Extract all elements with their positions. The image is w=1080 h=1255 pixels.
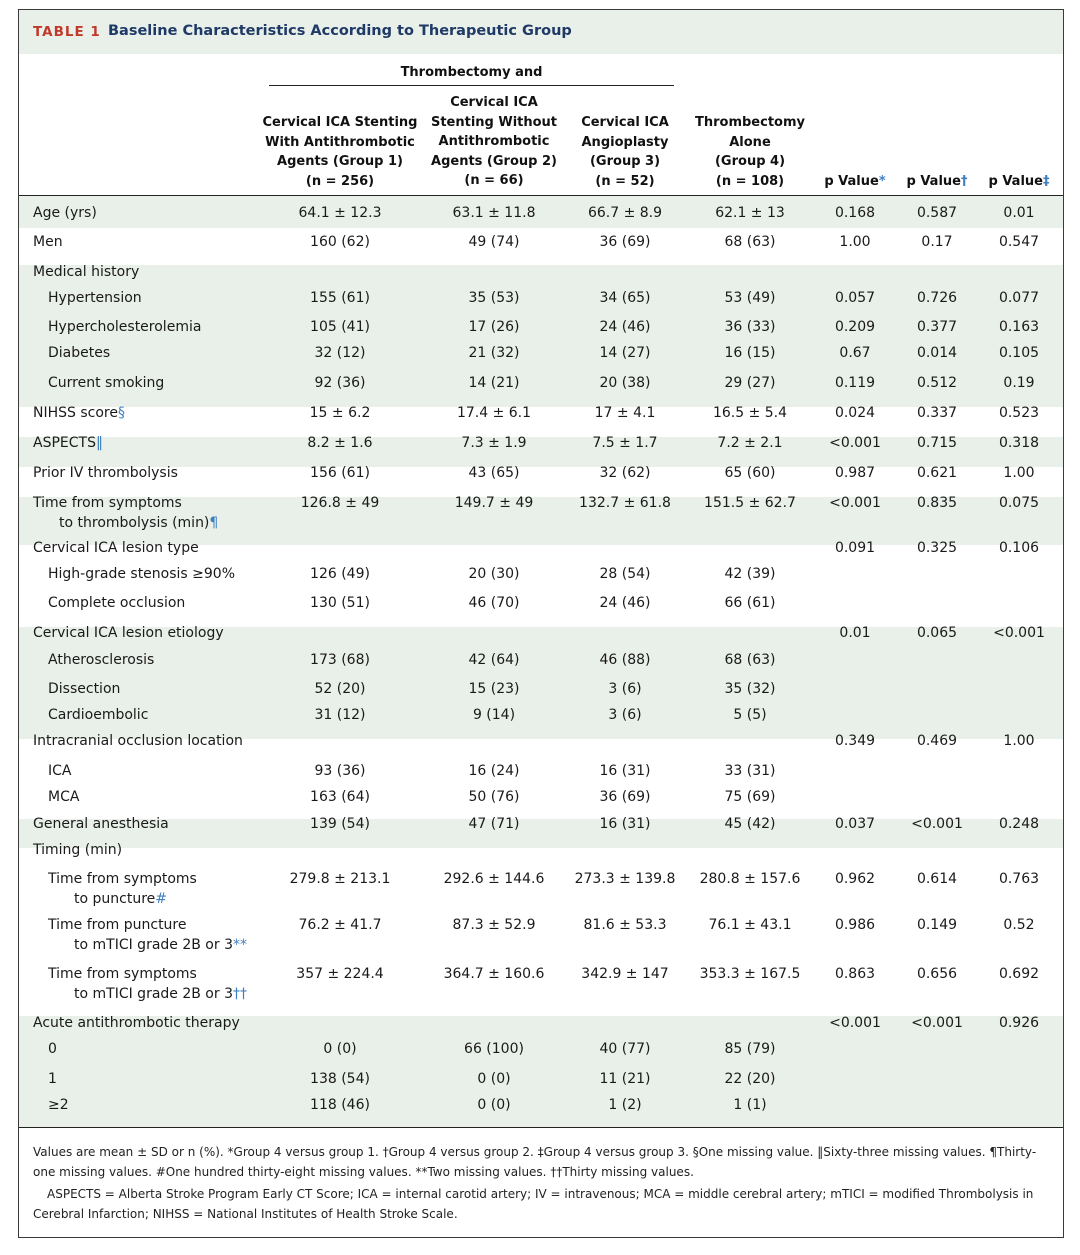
group-3-value: 11 (21) xyxy=(599,1071,651,1087)
p-value-3: 1.00 xyxy=(1003,465,1035,481)
p-value-3: 0.926 xyxy=(998,1015,1040,1031)
group-4-value: 66 (61) xyxy=(724,595,776,611)
group-4-value: 29 (27) xyxy=(724,375,776,391)
group-3-value: 17 ± 4.1 xyxy=(594,405,656,421)
group-1-value: 126.8 ± 49 xyxy=(300,495,380,511)
group-2-value: 14 (21) xyxy=(468,375,520,391)
group-1-value: 105 (41) xyxy=(310,319,370,335)
p-value-1: 0.962 xyxy=(834,871,876,887)
group-3-value: 46 (88) xyxy=(599,652,651,668)
row-label: 1 xyxy=(48,1071,57,1087)
p-value-2: 0.614 xyxy=(916,871,958,887)
group-1-value: 130 (51) xyxy=(310,595,370,611)
group-header: Thrombectomy and xyxy=(400,65,543,80)
row-label: Cervical ICA lesion type xyxy=(33,540,199,556)
row-label: Intracranial occlusion location xyxy=(33,733,243,749)
p-value-1: 0.119 xyxy=(834,375,876,391)
p-value-1: 0.349 xyxy=(834,733,876,749)
group-3-value: 7.5 ± 1.7 xyxy=(592,435,658,451)
footnote-marker: # xyxy=(155,890,167,907)
group-4-value: 42 (39) xyxy=(724,566,776,582)
row-label-continuation: to mTICI grade 2B or 3†† xyxy=(74,985,247,1002)
group-1-value: 8.2 ± 1.6 xyxy=(307,435,373,451)
group-2-value: 20 (30) xyxy=(468,566,520,582)
row-label-continuation: to mTICI grade 2B or 3** xyxy=(74,936,247,953)
group-2-value: 21 (32) xyxy=(468,345,520,361)
group-1-value: 0 (0) xyxy=(323,1041,357,1057)
p-value-3: 0.075 xyxy=(998,495,1040,511)
group-2-value: 63.1 ± 11.8 xyxy=(452,205,536,221)
row-label: NIHSS score§ xyxy=(33,405,125,421)
group-3-value: 36 (69) xyxy=(599,234,651,250)
group-4-value: 280.8 ± 157.6 xyxy=(699,871,801,887)
p-value-1: 0.986 xyxy=(834,917,876,933)
group-2-value: 46 (70) xyxy=(468,595,520,611)
footnote-rule xyxy=(19,1127,1063,1128)
group-4-value: 353.3 ± 167.5 xyxy=(699,966,801,982)
row-label: Prior IV thrombolysis xyxy=(33,465,178,481)
group-3-value: 14 (27) xyxy=(599,345,651,361)
group-1-value: 76.2 ± 41.7 xyxy=(298,917,382,933)
p-value-3: 0.763 xyxy=(998,871,1040,887)
group-header-rule xyxy=(269,85,674,86)
group-2-value: 47 (71) xyxy=(468,816,520,832)
group-3-value: 1 (2) xyxy=(608,1097,642,1113)
group-2-value: 15 (23) xyxy=(468,681,520,697)
group-1-value: 126 (49) xyxy=(310,566,370,582)
p-value-1: 0.024 xyxy=(834,405,876,421)
group-3-value: 20 (38) xyxy=(599,375,651,391)
p-value-1: 0.987 xyxy=(834,465,876,481)
group-2-value: 7.3 ± 1.9 xyxy=(461,435,527,451)
p-value-2: 0.014 xyxy=(916,345,958,361)
column-header-p-value-1: p Value* xyxy=(824,174,886,189)
row-label: Timing (min) xyxy=(33,842,123,858)
group-4-value: 5 (5) xyxy=(733,707,767,723)
group-1-value: 156 (61) xyxy=(310,465,370,481)
p-value-3: 0.077 xyxy=(998,290,1040,306)
group-4-value: 76.1 ± 43.1 xyxy=(708,917,792,933)
p-value-1: 0.863 xyxy=(834,966,876,982)
row-label: Time from puncture to mTICI grade 2B or 3** xyxy=(48,916,247,955)
footnote-marker: ¶ xyxy=(209,514,219,531)
p-value-2: 0.377 xyxy=(916,319,958,335)
p-value-3: 0.692 xyxy=(998,966,1040,982)
group-1-value: 160 (62) xyxy=(310,234,370,250)
group-3-value: 28 (54) xyxy=(599,566,651,582)
group-1-value: 357 ± 224.4 xyxy=(296,966,384,982)
p-value-3: 0.106 xyxy=(998,540,1040,556)
group-1-value: 163 (64) xyxy=(310,789,370,805)
p-value-2: 0.835 xyxy=(916,495,958,511)
row-label: Complete occlusion xyxy=(48,595,186,611)
group-3-value: 81.6 ± 53.3 xyxy=(583,917,667,933)
p-value-1: 0.037 xyxy=(834,816,876,832)
p-value-2: 0.469 xyxy=(916,733,958,749)
group-1-value: 15 ± 6.2 xyxy=(309,405,371,421)
group-1-value: 173 (68) xyxy=(310,652,370,668)
group-3-value: 36 (69) xyxy=(599,789,651,805)
group-4-value: 45 (42) xyxy=(724,816,776,832)
group-1-value: 32 (12) xyxy=(314,345,366,361)
p-value-3: 1.00 xyxy=(1003,733,1035,749)
p-value-2: 0.065 xyxy=(916,625,958,641)
group-1-value: 279.8 ± 213.1 xyxy=(289,871,391,887)
row-label: Diabetes xyxy=(48,345,111,361)
column-header-group-4: Thrombectomy Alone (Group 4) (n = 108) xyxy=(694,115,805,189)
group-3-value: 3 (6) xyxy=(608,681,642,697)
group-4-value: 62.1 ± 13 xyxy=(715,205,785,221)
group-1-value: 31 (12) xyxy=(314,707,366,723)
group-3-value: 24 (46) xyxy=(599,595,651,611)
group-3-value: 3 (6) xyxy=(608,707,642,723)
group-3-value: 16 (31) xyxy=(599,816,651,832)
p-value-2: 0.715 xyxy=(916,435,958,451)
group-3-value: 342.9 ± 147 xyxy=(581,966,669,982)
p-value-2: 0.512 xyxy=(916,375,958,391)
group-4-value: 85 (79) xyxy=(724,1041,776,1057)
p-value-1: 0.01 xyxy=(839,625,871,641)
group-4-value: 22 (20) xyxy=(724,1071,776,1087)
p-value-1: 0.057 xyxy=(834,290,876,306)
row-label: Medical history xyxy=(33,264,140,280)
footnote-marker: ** xyxy=(233,936,247,953)
table-title-bar xyxy=(19,10,1063,54)
p-value-3: 0.105 xyxy=(998,345,1040,361)
p-value-3: 0.523 xyxy=(998,405,1040,421)
p-value-1: 0.168 xyxy=(834,205,876,221)
group-3-value: 273.3 ± 139.8 xyxy=(574,871,676,887)
group-2-value: 9 (14) xyxy=(472,707,516,723)
column-header-group-3: Cervical ICA Angioplasty (Group 3) (n = 52) xyxy=(581,115,669,189)
group-2-value: 49 (74) xyxy=(468,234,520,250)
row-label: ICA xyxy=(48,763,72,779)
row-label: High-grade stenosis ≥90% xyxy=(48,566,236,582)
group-1-value: 138 (54) xyxy=(310,1071,370,1087)
group-2-value: 16 (24) xyxy=(468,763,520,779)
group-1-value: 93 (36) xyxy=(314,763,366,779)
group-4-value: 65 (60) xyxy=(724,465,776,481)
group-3-value: 34 (65) xyxy=(599,290,651,306)
group-2-value: 50 (76) xyxy=(468,789,520,805)
column-header-group-2: Cervical ICA Stenting Without Antithrombotic Agents (Group 2) (n = 66) xyxy=(430,95,558,188)
row-label: MCA xyxy=(48,789,80,805)
group-2-value: 66 (100) xyxy=(464,1041,524,1057)
group-4-value: 33 (31) xyxy=(724,763,776,779)
group-2-value: 17.4 ± 6.1 xyxy=(456,405,532,421)
group-3-value: 32 (62) xyxy=(599,465,651,481)
p-value-3: 0.01 xyxy=(1003,205,1035,221)
group-2-value: 87.3 ± 52.9 xyxy=(452,917,536,933)
p-value-1: 0.209 xyxy=(834,319,876,335)
row-label: Atherosclerosis xyxy=(48,652,155,668)
group-2-value: 35 (53) xyxy=(468,290,520,306)
group-1-value: 118 (46) xyxy=(310,1097,370,1113)
p-value-2: 0.587 xyxy=(916,205,958,221)
group-2-value: 292.6 ± 144.6 xyxy=(443,871,545,887)
p-value-3: 0.163 xyxy=(998,319,1040,335)
group-4-value: 16 (15) xyxy=(724,345,776,361)
group-2-value: 364.7 ± 160.6 xyxy=(443,966,545,982)
row-label: Cardioembolic xyxy=(48,707,149,723)
group-4-value: 35 (32) xyxy=(724,681,776,697)
row-label: Time from symptoms to mTICI grade 2B or 3†† xyxy=(48,965,247,1004)
group-3-value: 24 (46) xyxy=(599,319,651,335)
table-frame xyxy=(18,9,1064,1238)
p-value-3: 0.318 xyxy=(998,435,1040,451)
row-label: Current smoking xyxy=(48,375,165,391)
footnote-abbrev-values: Values are mean ± SD or n (%). *Group 4 versus group 1. †Group 4 versus group 2. ‡Group 4 versus group 3. §One missing value. ‖Sixty-three missing values. ¶Thirty-one missing values. #One hundred thirty-eight missing values. **Two missing values. ††Thirty missing values. xyxy=(33,1145,1037,1179)
group-1-value: 52 (20) xyxy=(314,681,366,697)
group-2-value: 149.7 ± 49 xyxy=(454,495,534,511)
p-value-2: 0.17 xyxy=(921,234,953,250)
row-label: Hypercholesterolemia xyxy=(48,319,202,335)
row-label: Cervical ICA lesion etiology xyxy=(33,625,224,641)
table-label: TABLE 1 xyxy=(33,24,101,40)
footnote-marker: ‖ xyxy=(95,435,103,451)
table-title: Baseline Characteristics According to Therapeutic Group xyxy=(108,23,572,39)
group-1-value: 139 (54) xyxy=(310,816,370,832)
group-2-value: 43 (65) xyxy=(468,465,520,481)
group-1-value: 64.1 ± 12.3 xyxy=(298,205,382,221)
p-value-2: 0.621 xyxy=(916,465,958,481)
group-3-value: 66.7 ± 8.9 xyxy=(587,205,663,221)
group-2-value: 42 (64) xyxy=(468,652,520,668)
p-value-3: 0.52 xyxy=(1003,917,1035,933)
column-header-group-1: Cervical ICA Stenting With Antithrombotic Agents (Group 1) (n = 256) xyxy=(262,115,418,189)
group-3-value: 16 (31) xyxy=(599,763,651,779)
group-4-value: 151.5 ± 62.7 xyxy=(704,495,796,511)
row-label: ASPECTS‖ xyxy=(33,435,103,451)
group-4-value: 1 (1) xyxy=(733,1097,767,1113)
group-4-value: 16.5 ± 5.4 xyxy=(712,405,788,421)
column-header-p-value-3: p Value‡ xyxy=(988,174,1050,189)
row-label: 0 xyxy=(48,1041,57,1057)
group-1-value: 92 (36) xyxy=(314,375,366,391)
group-1-value: 155 (61) xyxy=(310,290,370,306)
p-value-3: <0.001 xyxy=(993,625,1045,641)
p-value-2: 0.337 xyxy=(916,405,958,421)
p-value-2: 0.726 xyxy=(916,290,958,306)
row-label-continuation: to thrombolysis (min)¶ xyxy=(59,514,219,531)
column-header-p-value-2: p Value† xyxy=(906,174,968,189)
group-2-value: 17 (26) xyxy=(468,319,520,335)
p-value-3: 0.248 xyxy=(998,816,1040,832)
p-value-1: 0.67 xyxy=(839,345,871,361)
group-4-value: 68 (63) xyxy=(724,652,776,668)
p-value-1: 1.00 xyxy=(839,234,871,250)
p-value-2: 0.149 xyxy=(916,917,958,933)
group-4-value: 68 (63) xyxy=(724,234,776,250)
row-label: Age (yrs) xyxy=(33,205,97,221)
group-4-value: 7.2 ± 2.1 xyxy=(717,435,783,451)
row-label-continuation: to puncture# xyxy=(74,890,167,907)
p-value-3: 0.19 xyxy=(1003,375,1035,391)
row-label: Dissection xyxy=(48,681,121,697)
row-label: Acute antithrombotic therapy xyxy=(33,1015,240,1031)
group-2-value: 0 (0) xyxy=(477,1071,511,1087)
row-label: Men xyxy=(33,234,63,250)
group-4-value: 53 (49) xyxy=(724,290,776,306)
row-label: General anesthesia xyxy=(33,816,169,832)
p-value-2: 0.325 xyxy=(916,540,958,556)
group-4-value: 75 (69) xyxy=(724,789,776,805)
p-value-1: <0.001 xyxy=(829,495,881,511)
group-2-value: 0 (0) xyxy=(477,1097,511,1113)
group-3-value: 40 (77) xyxy=(599,1041,651,1057)
p-value-2: 0.656 xyxy=(916,966,958,982)
p-value-2: <0.001 xyxy=(911,1015,963,1031)
group-3-value: 132.7 ± 61.8 xyxy=(579,495,671,511)
row-label: Time from symptoms to thrombolysis (min)¶ xyxy=(33,494,218,533)
footnote-abbreviations: ASPECTS = Alberta Stroke Program Early CT Score; ICA = internal carotid artery; IV = intravenous; MCA = middle cerebral artery; mTICI = modified Thrombolysis in Cerebral Infarction; NIHSS = National Institutes of Health Stroke Scale. xyxy=(33,1187,1034,1221)
p-value-1: <0.001 xyxy=(829,1015,881,1031)
footnote-marker: § xyxy=(117,405,125,421)
p-value-1: 0.091 xyxy=(834,540,876,556)
footnote-marker: †† xyxy=(233,985,247,1002)
p-value-3: 0.547 xyxy=(998,234,1040,250)
group-4-value: 36 (33) xyxy=(724,319,776,335)
row-label: Hypertension xyxy=(48,290,142,306)
row-label: Time from symptoms to puncture# xyxy=(48,870,197,909)
p-value-2: <0.001 xyxy=(911,816,963,832)
row-label: ≥2 xyxy=(48,1097,69,1113)
p-value-1: <0.001 xyxy=(829,435,881,451)
